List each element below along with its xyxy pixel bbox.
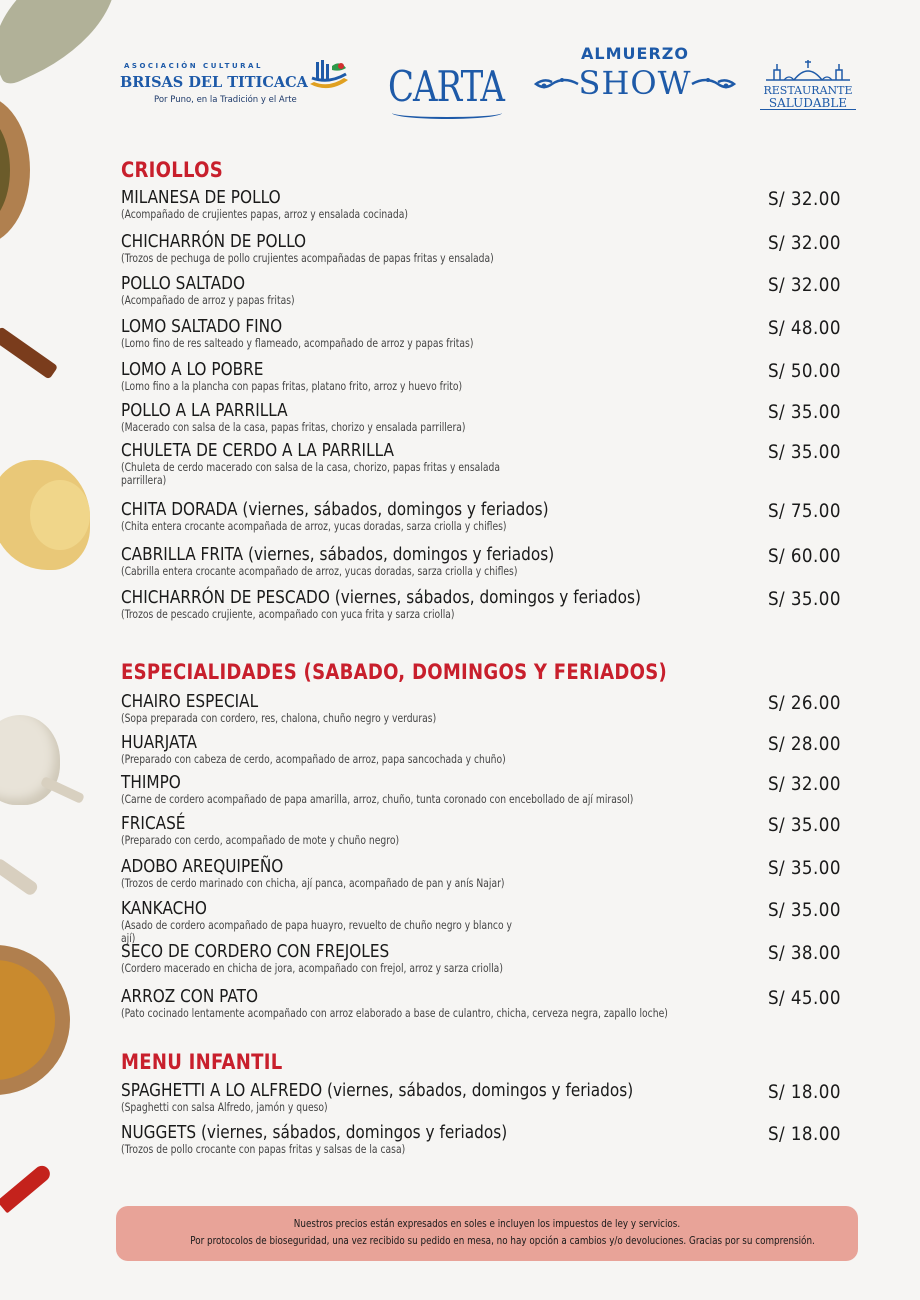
ornament-right-icon xyxy=(691,74,736,94)
menu-item xyxy=(121,317,841,350)
item-name: CHITA DORADA (viernes, sábados, domingos y feriados) xyxy=(121,499,549,520)
ornament-left-icon xyxy=(534,74,579,94)
item-name: THIMPO xyxy=(121,772,181,793)
menu-item xyxy=(121,232,841,265)
spice-bowl-decoration xyxy=(0,945,70,1095)
item-description: (Chuleta de cerdo macerado con salsa de la casa, chorizo, papas fritas y ensalada parrillera) xyxy=(121,460,500,487)
section-title-criollos: CRIOLLOS xyxy=(121,158,224,182)
logo-name-text: BRISAS DEL TITICACA xyxy=(120,74,308,91)
menu-item xyxy=(121,733,841,766)
item-qualifier: (viernes, sábados, domingos y feriados) xyxy=(242,499,549,520)
item-qualifier: (viernes, sábados, domingos y feriados) xyxy=(334,587,641,608)
item-name: HUARJATA xyxy=(121,732,197,753)
brisas-del-titicaca-logo xyxy=(118,52,354,110)
menu-item xyxy=(121,814,841,847)
item-description: (Preparado con cerdo, acompañado de mote y chuño negro) xyxy=(121,833,400,847)
item-price: S/ 26.00 xyxy=(768,692,841,714)
chili-pepper-decoration xyxy=(0,1163,53,1214)
item-name: ARROZ CON PATO xyxy=(121,986,259,1007)
garlic-clove-decoration xyxy=(0,857,39,897)
item-price: S/ 60.00 xyxy=(768,545,841,567)
item-price: S/ 50.00 xyxy=(768,360,841,382)
item-name: CHICHARRÓN DE PESCADO (viernes, sábados, domingos y feriados) xyxy=(121,587,641,608)
item-price: S/ 75.00 xyxy=(768,500,841,522)
item-price: S/ 32.00 xyxy=(768,274,841,296)
item-price: S/ 32.00 xyxy=(768,232,841,254)
item-price: S/ 35.00 xyxy=(768,857,841,879)
item-description: (Pato cocinado lentamente acompañado con arroz elaborado a base de culantro, chicha, cerveza negra, zapallo loche) xyxy=(121,1006,668,1020)
item-qualifier: (viernes, sábados, domingos y feriados) xyxy=(200,1122,508,1143)
show-main-text: SHOW xyxy=(578,64,692,102)
menu-item xyxy=(121,360,841,393)
item-name: MILANESA DE POLLO xyxy=(121,187,281,208)
menu-item xyxy=(121,1123,841,1156)
footer-line-prices: Nuestros precios están expresados en soles e incluyen los impuestos de ley y servicios. xyxy=(293,1217,681,1230)
item-description: (Asado de cordero acompañado de papa huayro, revuelto de chuño negro y blanco y ají) xyxy=(121,918,512,945)
item-description: (Preparado con cabeza de cerdo, acompañado de arroz, papa sancochada y chuño) xyxy=(121,752,506,766)
menu-item xyxy=(121,441,841,487)
carta-logo: CARTA xyxy=(388,62,504,112)
menu-item xyxy=(121,188,841,221)
menu-item xyxy=(121,899,841,945)
item-price: S/ 18.00 xyxy=(768,1081,841,1103)
item-description: (Acompañado de crujientes papas, arroz y ensalada cocinada) xyxy=(121,207,408,221)
menu-item xyxy=(121,1081,841,1114)
item-price: S/ 48.00 xyxy=(768,317,841,339)
item-description: (Cabrilla entera crocante acompañado de arroz, yucas doradas, sarza criolla y chifles) xyxy=(121,564,518,578)
saludable-line-2: SALUDABLE xyxy=(760,97,856,110)
item-price: S/ 35.00 xyxy=(768,401,841,423)
item-name: SPAGHETTI A LO ALFREDO (viernes, sábados, domingos y feriados) xyxy=(121,1080,634,1101)
item-description: (Cordero macerado en chicha de jora, acompañado con frejol, arroz y sarza criolla) xyxy=(121,961,503,975)
item-description: (Sopa preparada con cordero, res, chalona, chuño negro y verduras) xyxy=(121,711,437,725)
item-name: LOMO A LO POBRE xyxy=(121,359,264,380)
item-price: S/ 35.00 xyxy=(768,588,841,610)
item-name: CHAIRO ESPECIAL xyxy=(121,691,259,712)
item-name: ADOBO AREQUIPEÑO xyxy=(121,856,284,877)
item-name: CHICHARRÓN DE POLLO xyxy=(121,231,307,252)
menu-item xyxy=(121,545,841,578)
item-price: S/ 35.00 xyxy=(768,441,841,463)
item-name: CABRILLA FRITA (viernes, sábados, domingos y feriados) xyxy=(121,544,555,565)
item-name: POLLO A LA PARRILLA xyxy=(121,400,288,421)
item-name: SECO DE CORDERO CON FREJOLES xyxy=(121,941,390,962)
menu-item xyxy=(121,857,841,890)
footer-notice xyxy=(116,1206,858,1261)
item-name: POLLO SALTADO xyxy=(121,273,246,294)
menu-item xyxy=(121,500,841,533)
item-description: (Trozos de pollo crocante con papas fritas y salsas de la casa) xyxy=(121,1142,406,1156)
garlic-decoration xyxy=(0,715,60,805)
church-skyline-icon xyxy=(764,58,852,82)
item-description: (Chita entera crocante acompañada de arroz, yucas doradas, sarza criolla y chifles) xyxy=(121,519,507,533)
item-qualifier: (viernes, sábados, domingos y feriados) xyxy=(247,544,555,565)
item-name: NUGGETS (viernes, sábados, domingos y feriados) xyxy=(121,1122,508,1143)
almuerzo-show-logo xyxy=(534,44,736,114)
menu-item xyxy=(121,692,841,725)
item-description: (Carne de cordero acompañado de papa amarilla, arroz, chuño, tunta coronado con encebollado de ají mirasol) xyxy=(121,792,634,806)
item-price: S/ 35.00 xyxy=(768,899,841,921)
item-description: (Acompañado de arroz y papas fritas) xyxy=(121,293,295,307)
herb-bowl-decoration xyxy=(0,95,30,245)
section-title-infantil: MENU INFANTIL xyxy=(121,1050,283,1074)
menu-item xyxy=(121,773,841,806)
item-price: S/ 45.00 xyxy=(768,987,841,1009)
item-name: FRICASÉ xyxy=(121,813,186,834)
restaurante-saludable-logo xyxy=(760,58,856,114)
logo-association-text: ASOCIACIÓN CULTURAL xyxy=(124,62,263,70)
ginger-slice-decoration xyxy=(30,480,90,550)
item-qualifier: (viernes, sábados, domingos y feriados) xyxy=(326,1080,634,1101)
menu-item xyxy=(121,274,841,307)
cinnamon-stick-decoration xyxy=(0,326,58,379)
item-price: S/ 28.00 xyxy=(768,733,841,755)
item-description: (Trozos de pechuga de pollo crujientes acompañadas de papas fritas y ensalada) xyxy=(121,251,494,265)
item-description: (Lomo fino de res salteado y flameado, acompañado de arroz y papas fritas) xyxy=(121,336,474,350)
carta-swoosh-decoration xyxy=(392,107,502,119)
menu-item xyxy=(121,987,841,1020)
menu-item xyxy=(121,942,841,975)
item-price: S/ 18.00 xyxy=(768,1123,841,1145)
show-top-text: ALMUERZO xyxy=(581,44,689,63)
saludable-line-1: RESTAURANTE xyxy=(763,84,853,97)
menu-item xyxy=(121,588,841,621)
item-name: KANKACHO xyxy=(121,898,207,919)
item-price: S/ 38.00 xyxy=(768,942,841,964)
item-price: S/ 35.00 xyxy=(768,814,841,836)
item-description: (Trozos de cerdo marinado con chicha, ají panca, acompañado de pan y anís Najar) xyxy=(121,876,505,890)
item-description: (Macerado con salsa de la casa, papas fritas, chorizo y ensalada parrillera) xyxy=(121,420,466,434)
footer-line-biosecurity: Por protocolos de bioseguridad, una vez recibido su pedido en mesa, no hay opción a cambios y/o devoluciones. Gracias por su comprensión. xyxy=(190,1234,815,1247)
item-description: (Trozos de pescado crujiente, acompañado con yuca frita y sarza criolla) xyxy=(121,607,455,621)
section-title-especialidades: ESPECIALIDADES (SABADO, DOMINGOS Y FERIADOS) xyxy=(121,660,667,684)
item-price: S/ 32.00 xyxy=(768,773,841,795)
item-name: CHULETA DE CERDO A LA PARRILLA xyxy=(121,440,394,461)
item-price: S/ 32.00 xyxy=(768,188,841,210)
item-description: (Spaghetti con salsa Alfredo, jamón y queso) xyxy=(121,1100,328,1114)
item-name: LOMO SALTADO FINO xyxy=(121,316,283,337)
totora-boat-emblem-icon xyxy=(308,58,350,94)
item-description: (Lomo fino a la plancha con papas fritas, platano frito, arroz y huevo frito) xyxy=(121,379,463,393)
logo-tagline-text: Por Puno, en la Tradición y el Arte xyxy=(154,95,297,105)
menu-item xyxy=(121,401,841,434)
